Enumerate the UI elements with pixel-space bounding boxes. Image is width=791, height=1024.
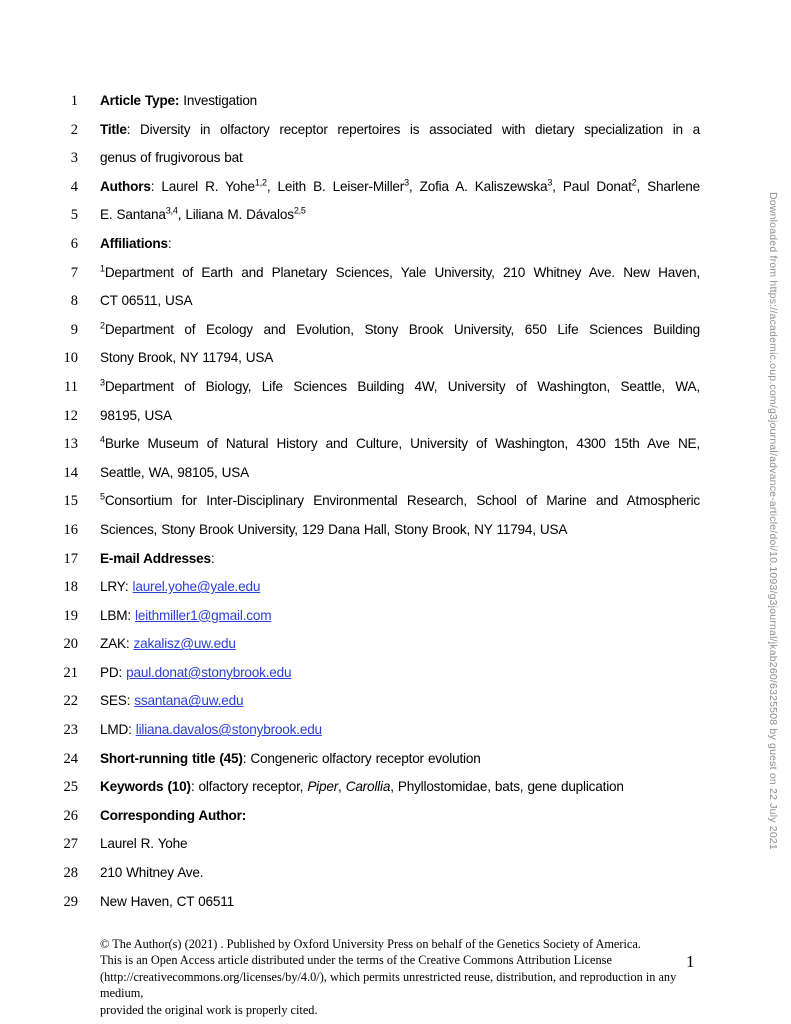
line-text [100, 550, 700, 568]
text-run: : [167, 235, 172, 251]
line-number: 22 [63, 693, 78, 710]
line-number: 9 [70, 321, 78, 338]
text-run: LRY: [100, 579, 133, 595]
line-number: 12 [63, 407, 78, 424]
text-run: CT 06511, USA [100, 293, 193, 309]
email-link[interactable]: ssantana@uw.edu [134, 693, 244, 709]
bold-label: Affiliations [100, 235, 168, 251]
line-text [100, 635, 700, 653]
license-footer [100, 936, 700, 1018]
superscript: 3,4 [165, 205, 178, 216]
text-run: : [210, 550, 215, 566]
manuscript-line [0, 521, 700, 550]
line-number: 18 [63, 579, 78, 596]
text-run: genus of frugivorous bat [100, 150, 243, 166]
line-number: 24 [63, 750, 78, 767]
manuscript-line [0, 378, 700, 407]
line-text [100, 178, 700, 196]
line-text [100, 893, 700, 911]
text-run: New Haven, CT 06511 [100, 893, 234, 909]
manuscript-line [0, 721, 700, 750]
bold-label: Corresponding Author: [100, 807, 247, 823]
manuscript-line [0, 464, 700, 493]
text-run: , [338, 779, 346, 795]
text-run: Seattle, WA, 98105, USA [100, 464, 250, 480]
line-number: 16 [63, 521, 78, 538]
text-run: Consortium for Inter-Disciplinary Environmental Research, School of Marine and Atmospheric [104, 493, 700, 509]
manuscript-line [0, 550, 700, 579]
line-text [100, 521, 700, 539]
line-number: 13 [63, 436, 78, 453]
line-text [100, 92, 700, 110]
text-run: E. Santana [100, 207, 166, 223]
line-number: 6 [70, 235, 78, 252]
line-number: 25 [63, 779, 78, 796]
line-text [100, 721, 700, 739]
text-run: LBM: [100, 607, 136, 623]
line-number: 7 [70, 264, 78, 281]
manuscript-line [0, 692, 700, 721]
line-number: 27 [63, 836, 78, 853]
email-link[interactable]: paul.donat@stonybrook.edu [126, 664, 292, 680]
superscript: 5 [100, 491, 105, 502]
text-run: Stony Brook, NY 11794, USA [100, 350, 274, 366]
line-text [100, 492, 700, 510]
footer-line: (http://creativecommons.org/licenses/by/4.0/), which permits unrestricted reuse, distribution, and reproduction in any medium, [100, 969, 677, 1001]
line-number: 10 [63, 350, 78, 367]
line-number: 3 [70, 150, 78, 167]
line-text [100, 750, 700, 768]
text-run: : olfactory receptor, [190, 779, 308, 795]
manuscript-line [0, 435, 700, 464]
superscript: 4 [100, 434, 105, 445]
line-text [100, 692, 700, 710]
text-run: Sciences, Stony Brook University, 129 Dana Hall, Stony Brook, NY 11794, USA [100, 521, 568, 537]
manuscript-line [0, 864, 700, 893]
line-number: 15 [63, 493, 78, 510]
superscript: 3 [100, 377, 105, 388]
line-text [100, 835, 700, 853]
line-number: 1 [70, 93, 78, 109]
manuscript-line [0, 407, 700, 436]
line-number: 20 [63, 636, 78, 653]
line-text [100, 778, 700, 796]
line-number: 8 [70, 293, 78, 310]
manuscript-line [0, 893, 700, 922]
line-number: 4 [70, 178, 78, 195]
manuscript-line [0, 492, 700, 521]
manuscript-line [0, 578, 700, 607]
manuscript-line [0, 750, 700, 779]
line-text [100, 807, 700, 825]
bold-label: Keywords (10) [100, 779, 191, 795]
manuscript-line [0, 121, 700, 150]
superscript: 2 [100, 320, 105, 331]
superscript: 2 [631, 177, 637, 188]
manuscript-line [0, 349, 700, 378]
manuscript-line [0, 835, 700, 864]
text-run: : Laurel R. Yohe [150, 178, 255, 194]
line-text [100, 292, 700, 310]
footer-line: provided the original work is properly cited. [100, 1002, 318, 1017]
superscript: 1,2 [254, 177, 267, 188]
line-text [100, 464, 700, 482]
line-number: 23 [63, 722, 78, 739]
line-text [100, 206, 700, 224]
superscript: 3 [547, 177, 553, 188]
manuscript-line [0, 264, 700, 293]
line-number: 17 [63, 550, 78, 567]
line-text [100, 435, 700, 453]
text-run: , Liliana M. Dávalos [177, 207, 294, 223]
text-run: , Paul Donat [552, 178, 632, 194]
manuscript-line [0, 664, 700, 693]
manuscript-line [0, 635, 700, 664]
manuscript-line [0, 178, 700, 207]
line-text [100, 607, 700, 625]
text-run: SES: [100, 693, 135, 709]
manuscript-line [0, 292, 700, 321]
bold-label: Short-running title (45) [100, 750, 243, 766]
line-number: 2 [70, 121, 78, 138]
text-run: Burke Museum of Natural History and Culture, University of Washington, 4300 15th Ave NE, [104, 436, 700, 452]
download-watermark: Downloaded from https://academic.oup.com/g3journal/advance-article/doi/10.1093/g3journal/jkab260/6325508 by guest on 22 July 2021 [767, 192, 779, 850]
superscript: 1 [100, 263, 105, 274]
line-number: 19 [63, 607, 78, 624]
manuscript-line [0, 206, 700, 235]
text-run: Department of Earth and Planetary Sciences, Yale University, 210 Whitney Ave. New Haven, [104, 264, 700, 280]
email-link[interactable]: leithmiller1@gmail.com [135, 607, 272, 623]
line-text [100, 321, 700, 339]
email-link[interactable]: liliana.davalos@stonybrook.edu [135, 722, 322, 738]
line-text [100, 264, 700, 282]
footer-line: © The Author(s) (2021) . Published by Oxford University Press on behalf of the Genetics Society of America. [100, 937, 641, 951]
text-run: LMD: [100, 722, 136, 738]
line-number: 28 [63, 865, 78, 882]
line-text [100, 235, 700, 253]
line-number: 11 [64, 378, 78, 395]
line-text [100, 664, 700, 682]
line-text [100, 121, 700, 139]
text-run: 210 Whitney Ave. [100, 865, 204, 881]
text-run: , Sharlene [636, 178, 700, 194]
manuscript-line [0, 149, 700, 178]
manuscript-line [0, 235, 700, 264]
manuscript-line [0, 607, 700, 636]
bold-label: E-mail Addresses [100, 550, 211, 566]
text-run: Department of Biology, Life Sciences Building 4W, University of Washington, Seattle, WA, [104, 378, 700, 394]
line-number: 29 [63, 893, 78, 910]
manuscript-line [0, 778, 700, 807]
text-run: ZAK: [100, 636, 134, 652]
text-run: 98195, USA [100, 407, 172, 423]
text-run: PD: [100, 664, 127, 680]
line-number: 5 [70, 207, 78, 224]
manuscript-line [0, 321, 700, 350]
manuscript-lines [0, 92, 700, 921]
text-run: , Zofia A. Kaliszewska [408, 178, 548, 194]
line-number: 14 [63, 464, 78, 481]
line-number: 26 [63, 807, 78, 824]
page-number: 1 [686, 952, 695, 971]
text-run: Laurel R. Yohe [100, 836, 188, 852]
bold-label: Title [100, 121, 127, 137]
text-run: Piper [307, 779, 339, 795]
line-text [100, 349, 700, 367]
line-text [100, 378, 700, 396]
manuscript-line [0, 92, 700, 121]
footer-line: This is an Open Access article distributed under the terms of the Creative Commons Attribution License [100, 953, 612, 968]
line-text [100, 149, 700, 167]
bold-label: Authors [100, 178, 151, 194]
line-number: 21 [63, 664, 78, 681]
email-link[interactable]: laurel.yohe@yale.edu [132, 579, 261, 595]
text-run: , Phyllostomidae, bats, gene duplication [390, 779, 624, 795]
line-text [100, 864, 700, 882]
superscript: 3 [404, 177, 409, 188]
bold-label: Article Type: [100, 93, 180, 108]
text-run: , Leith B. Leiser-Miller [266, 178, 405, 194]
email-link[interactable]: zakalisz@uw.edu [133, 636, 236, 652]
line-text [100, 578, 700, 596]
text-run: : Diversity in olfactory receptor repertoires is associated with dietary specialization in a [126, 121, 700, 137]
text-run: Carollia [345, 779, 391, 795]
manuscript-line [0, 807, 700, 836]
line-text [100, 407, 700, 425]
text-run: : Congeneric olfactory receptor evolution [242, 750, 481, 766]
superscript: 2,5 [293, 205, 306, 216]
text-run: Investigation [179, 93, 258, 108]
text-run: Department of Ecology and Evolution, Stony Brook University, 650 Life Sciences Building [104, 321, 700, 337]
